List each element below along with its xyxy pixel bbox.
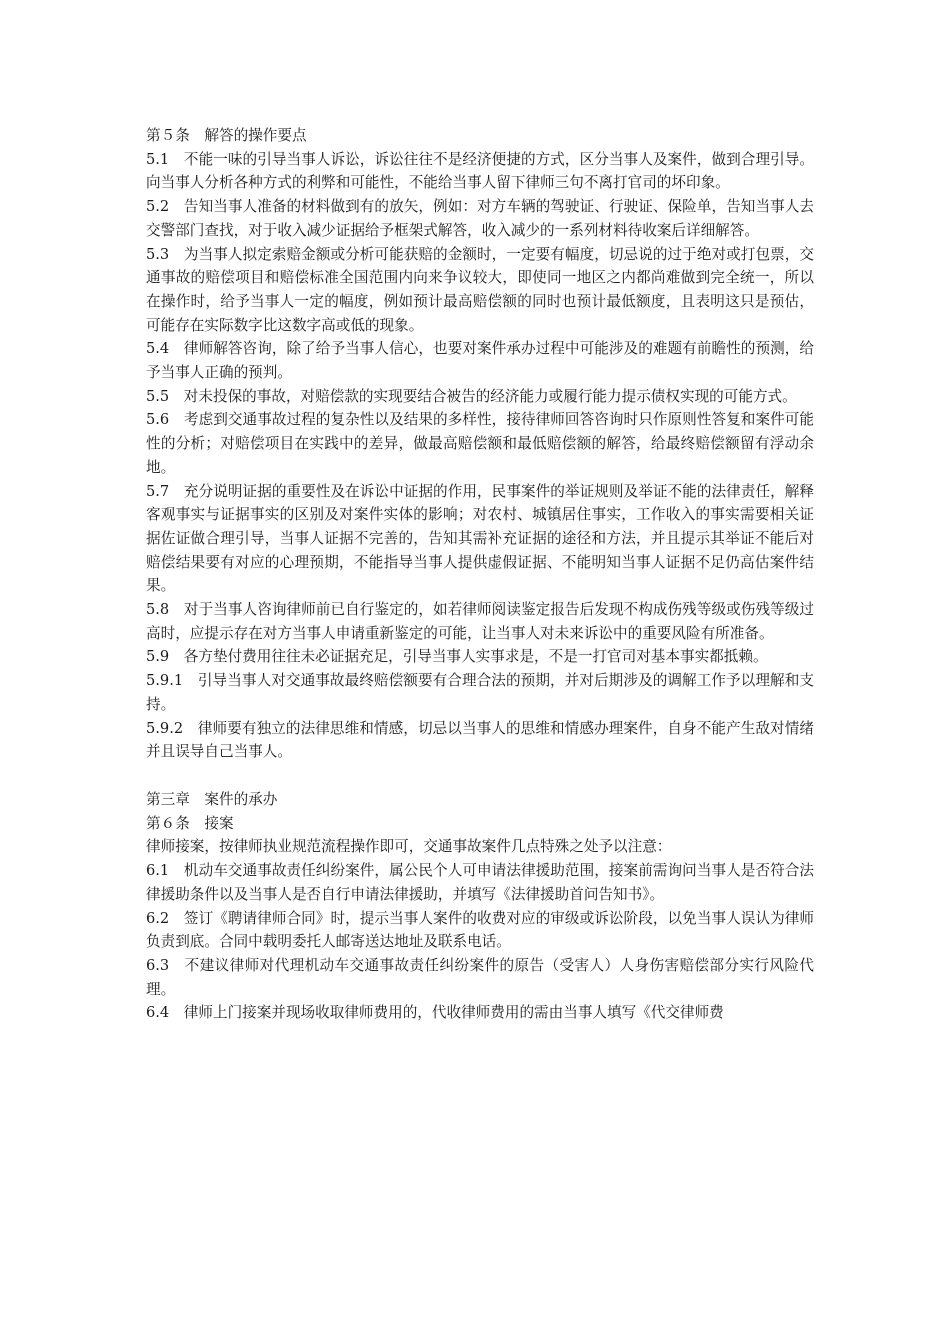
section-heading: 第５条 解答的操作要点 — [146, 127, 307, 144]
article-heading: 第６条 接案 — [146, 814, 234, 832]
paragraph-5-5: 5.5 对未投保的事故，对赔偿款的实现要结合被告的经济能力或履行能力提示债权实现的可能方式。 — [146, 387, 797, 405]
paragraph-5-8: 5.8 对于当事人咨询律师前已自行鉴定的，如若律师阅读鉴定报告后发现不构成伤残等级或伤残等级过高时，应提示存在对方当事人申请重新鉴定的可能，让当事人对未来诉讼中的重要风险有所准备。 — [146, 601, 814, 642]
paragraph-5-6: 5.6 考虑到交通事故过程的复杂性以及结果的多样性，接待律师回答咨询时只作原则性答复和案件可能性的分析；对赔偿项目在实践中的差异，做最高赔偿额和最低赔偿额的解答，给最终赔偿额留有浮动余地。 — [146, 411, 814, 476]
chapter-heading: 第三章 案件的承办 — [146, 790, 278, 808]
paragraph-5-4: 5.4 律师解答咨询，除了给予当事人信心，也要对案件承办过程中可能涉及的难题有前瞻性的预测，给予当事人正确的预判。 — [146, 340, 814, 382]
paragraph-5-9-1: 5.9.1 引导当事人对交通事故最终赔偿额要有合理合法的预期，并对后期涉及的调解工作予以理解和支持。 — [146, 672, 814, 713]
paragraph-5-1: 5.1 不能一味的引导当事人诉讼，诉讼往往不是经济便捷的方式，区分当事人及案件，做到合理引导。向当事人分析各种方式的利弊和可能性，不能给当事人留下律师三句不离打官司的坏印象。 — [146, 150, 814, 192]
paragraph-6-2: 6.2 签订《聘请律师合同》时，提示当事人案件的收费对应的审级或诉讼阶段，以免当事人误认为律师负责到底。合同中载明委托人邮寄送达地址及联系电话。 — [146, 909, 814, 951]
paragraph-6-1: 6.1 机动车交通事故责任纠纷案件，属公民个人可申请法律援助范围，接案前需询问当事人是否符合法律援助条件以及当事人是否自行申请法律援助，并填写《法律援助首问告知书》。 — [146, 862, 814, 903]
paragraph-6-4: 6.4 律师上门接案并现场收取律师费用的，代收律师费用的需由当事人填写《代交律师费 — [146, 1004, 724, 1022]
paragraph-5-9-2: 5.9.2 律师要有独立的法律思维和情感，切忌以当事人的思维和情感办理案件，自身不能产生敌对情绪并且误导自己当事人。 — [146, 719, 814, 761]
paragraph-5-9: 5.9 各方垫付费用往往未必证据充足，引导当事人实事求是，不是一打官司对基本事实都抵赖。 — [146, 648, 768, 666]
paragraph-5-3: 5.3 为当事人拟定索赔金额或分析可能获赔的金额时，一定要有幅度，切忌说的过于绝对或打包票，交通事故的赔偿项目和赔偿标准全国范围内向来争议较大，即使同一地区之内都尚难做到完全统一，所以在操作时，给予当事人一定的幅度，例如预计最高赔偿额的同时也预计最低额度，且表明这只是预估，可能存在实际数字比这数字高或低的现象。 — [146, 245, 814, 334]
paragraph-6-3: 6.3 不建议律师对代理机动车交通事故责任纠纷案件的原告（受害人）人身伤害赔偿部分实行风险代理。 — [146, 956, 814, 998]
paragraph-5-2: 5.2 告知当事人准备的材料做到有的放矢，例如：对方车辆的驾驶证、行驶证、保险单，告知当事人去交警部门查找，对于收入减少证据给予框架式解答，收入减少的一系列材料待收案后详细解答。 — [146, 198, 814, 239]
document-body — [146, 124, 814, 1025]
paragraph-5-7: 5.7 充分说明证据的重要性及在诉讼中证据的作用，民事案件的举证规则及举证不能的法律责任，解释客观事实与证据事实的区别及对案件实体的影响；对农村、城镇居住事实，工作收入的事实需要相关证据佐证做合理引导，当事人证据不完善的，告知其需补充证据的途径和方法，并且提示其举证不能后对赔偿结果要有对应的心理预期，不能指导当事人提供虚假证据、不能明知当事人证据不足仍高估案件结果。 — [146, 482, 814, 595]
article-intro: 律师接案，按律师执业规范流程操作即可，交通事故案件几点特殊之处予以注意： — [146, 838, 672, 856]
section-gap — [146, 764, 814, 788]
